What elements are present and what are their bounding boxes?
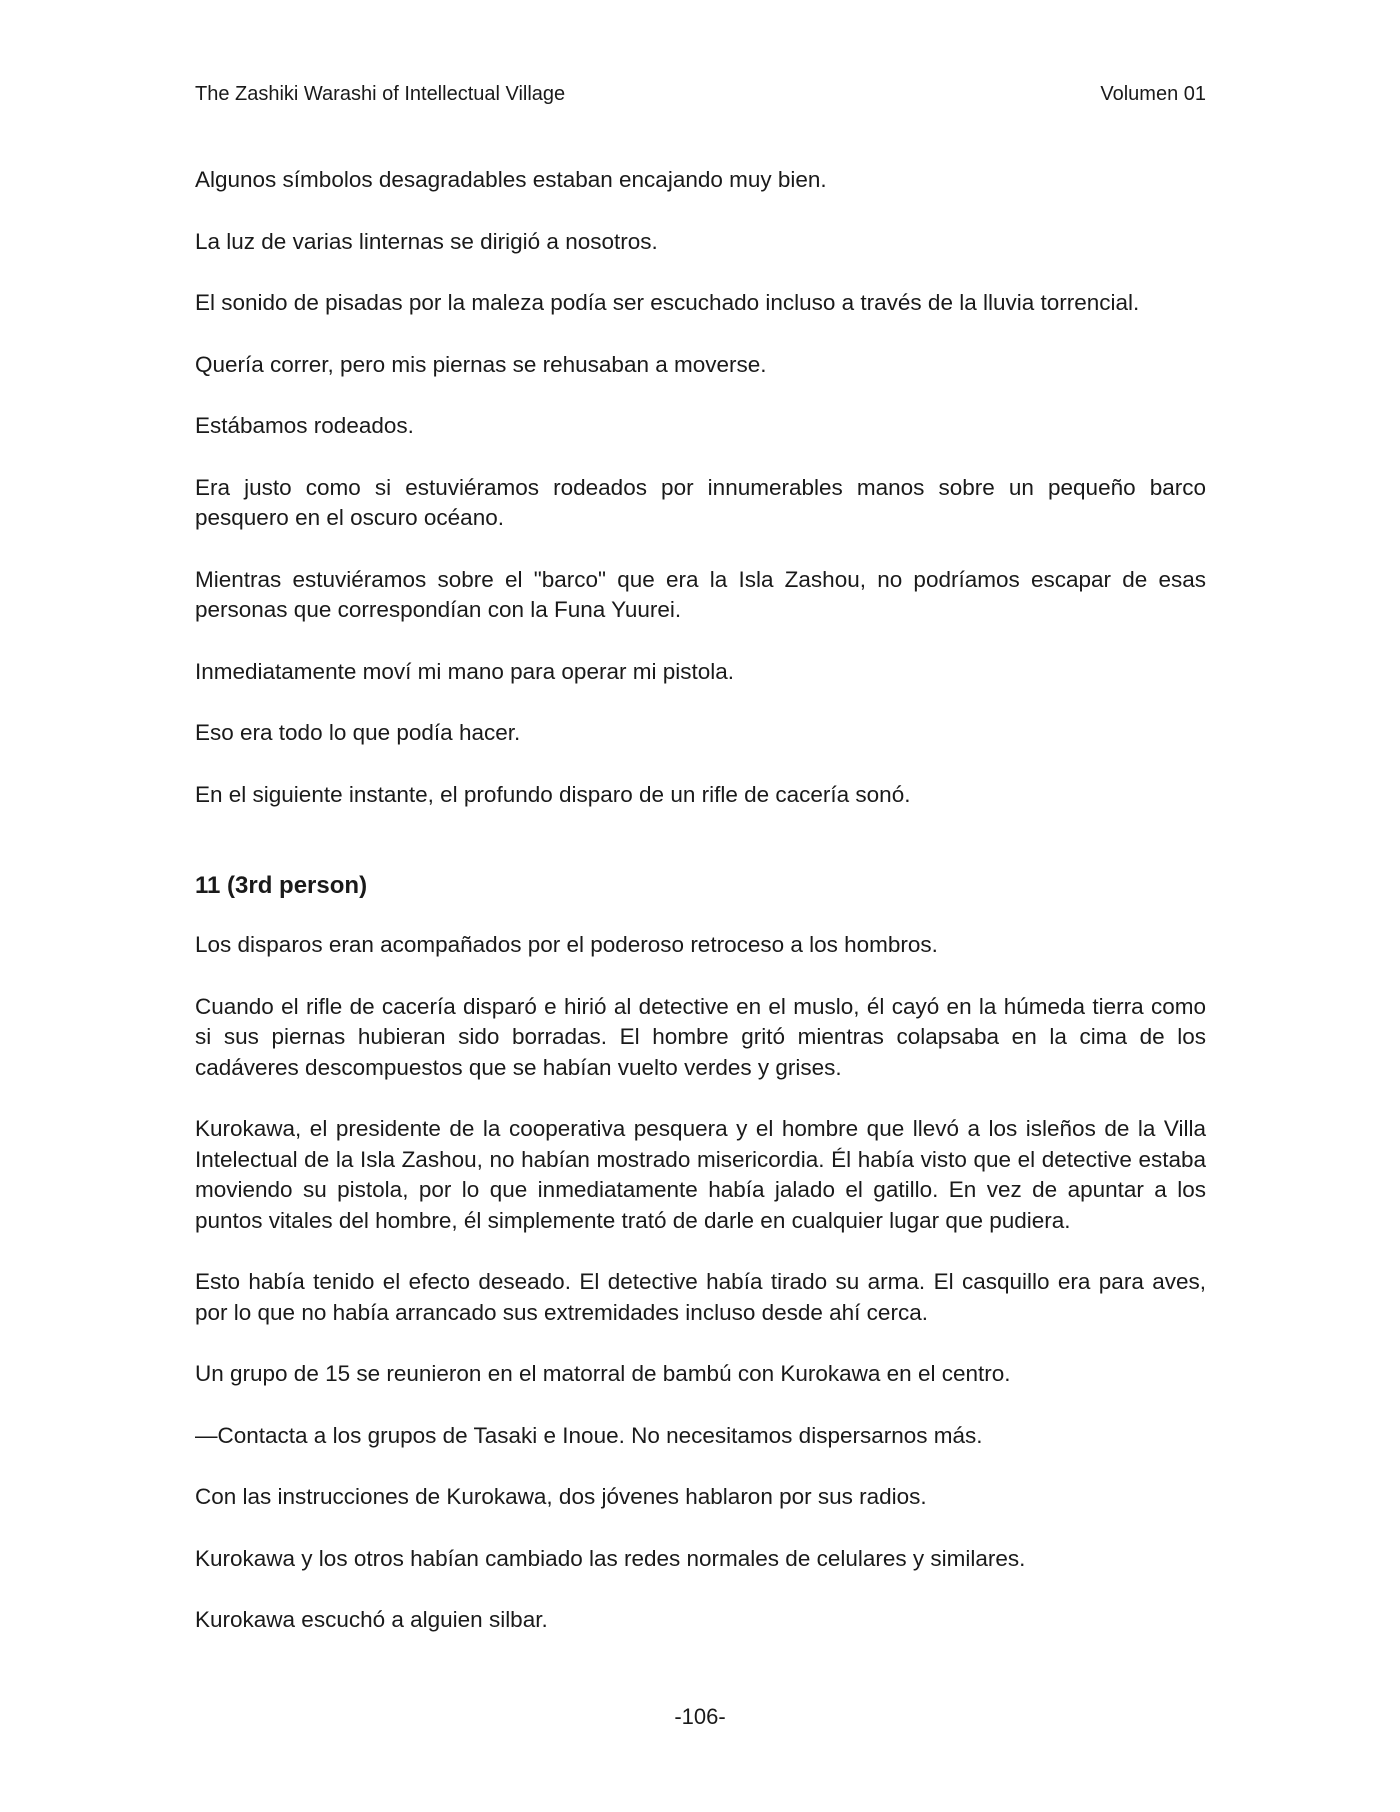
paragraph: Estábamos rodeados. bbox=[195, 413, 414, 438]
paragraph: Quería correr, pero mis piernas se rehusaban a moverse. bbox=[195, 351, 767, 377]
page-number: -106- bbox=[674, 1704, 726, 1729]
paragraph: Kurokawa, el presidente de la cooperativa pesquera y el hombre que llevó a los isleños de la Villa Intelectual de la Isla Zashou, no habían mostrado misericordia. Él había visto que el detective estaba moviendo su pistola, por lo que inmediatamente había jalado el gatillo. En vez de apuntar a los puntos vitales del hombre, él simplemente trató de darle en cualquier lugar que pudiera. bbox=[195, 1116, 1206, 1233]
paragraph: Un grupo de 15 se reunieron en el matorral de bambú con Kurokawa en el centro. bbox=[195, 1361, 1011, 1386]
paragraph: La luz de varias linternas se dirigió a nosotros. bbox=[195, 228, 658, 254]
volume-label: Volumen 01 bbox=[1100, 83, 1206, 105]
paragraph: Kurokawa y los otros habían cambiado las redes normales de celulares y similares. bbox=[195, 1545, 1026, 1571]
paragraph: Mientras estuviéramos sobre el "barco" que era la Isla Zashou, no podríamos escapar de esas personas que correspondían con la Funa Yuurei. bbox=[195, 566, 1206, 622]
paragraph: —Contacta a los grupos de Tasaki e Inoue. No necesitamos dispersarnos más. bbox=[195, 1422, 983, 1448]
paragraph: Kurokawa escuchó a alguien silbar. bbox=[195, 1607, 548, 1632]
paragraph: Eso era todo lo que podía hacer. bbox=[195, 720, 521, 745]
running-header bbox=[195, 80, 1206, 108]
section-heading: 11 (3rd person) bbox=[195, 872, 368, 899]
paragraph: En el siguiente instante, el profundo disparo de un rifle de cacería sonó. bbox=[195, 781, 911, 807]
paragraph: Con las instrucciones de Kurokawa, dos jóvenes hablaron por sus radios. bbox=[195, 1484, 927, 1509]
paragraph: Cuando el rifle de cacería disparó e hirió al detective en el muslo, él cayó en la húmeda tierra como si sus piernas hubieran sido borradas. El hombre gritó mientras colapsaba en la cima de los cadáveres descompuestos que se habían vuelto verdes y grises. bbox=[195, 993, 1206, 1080]
paragraph: Era justo como si estuviéramos rodeados por innumerables manos sobre un pequeño barco pesquero en el oscuro océano. bbox=[195, 474, 1206, 530]
paragraph: El sonido de pisadas por la maleza podía ser escuchado incluso a través de la lluvia torrencial. bbox=[195, 290, 1140, 315]
paragraph: Inmediatamente moví mi mano para operar mi pistola. bbox=[195, 658, 734, 684]
book-title: The Zashiki Warashi of Intellectual Village bbox=[195, 83, 566, 105]
paragraph: Esto había tenido el efecto deseado. El detective había tirado su arma. El casquillo era para aves, por lo que no había arrancado sus extremidades incluso desde ahí cerca. bbox=[195, 1269, 1206, 1325]
paragraph: Los disparos eran acompañados por el poderoso retroceso a los hombros. bbox=[195, 932, 938, 957]
paragraph: Algunos símbolos desagradables estaban encajando muy bien. bbox=[195, 167, 827, 192]
page-body bbox=[195, 165, 1206, 1636]
